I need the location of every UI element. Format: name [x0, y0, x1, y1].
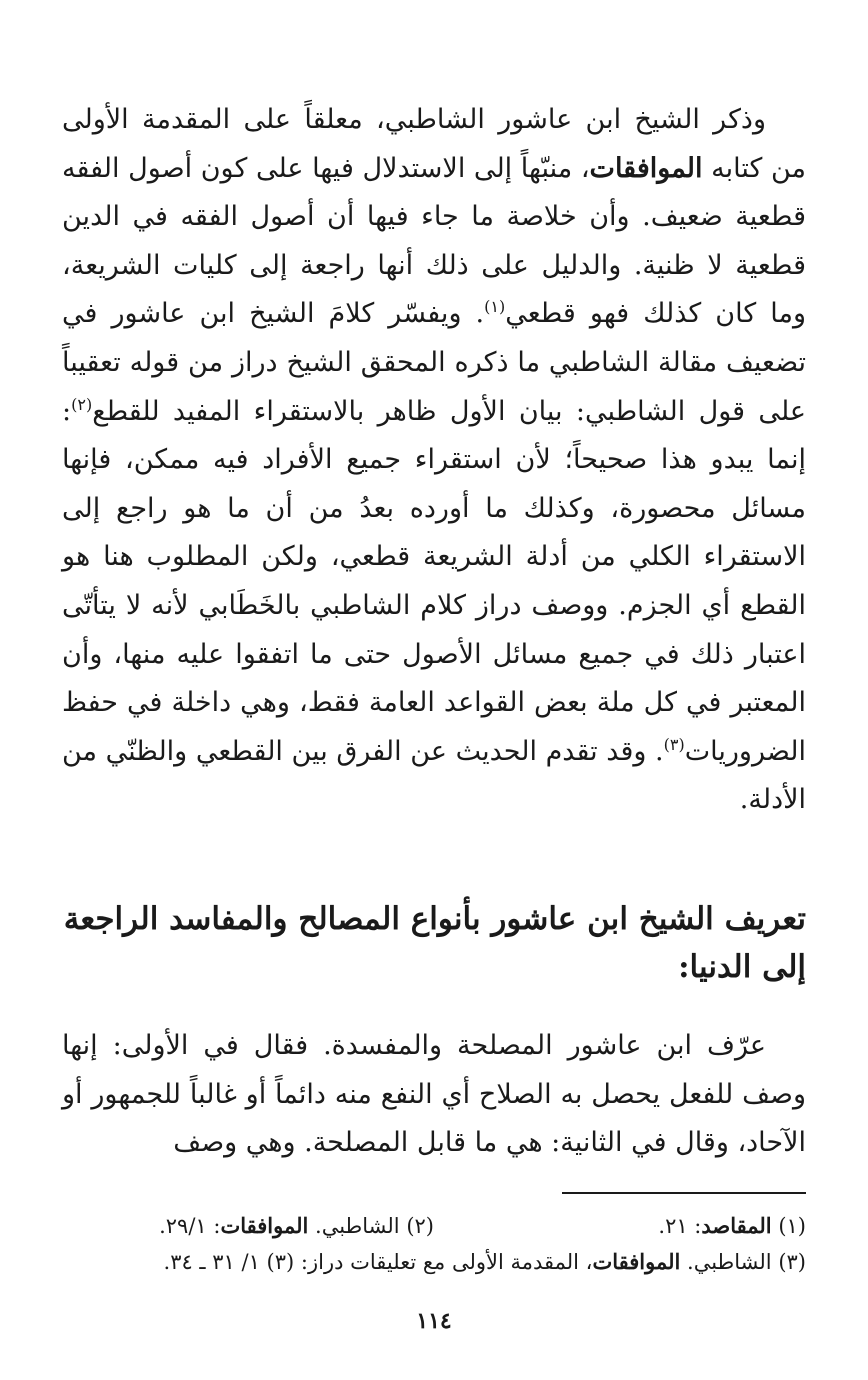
text-segment: ، منبّهاً إلى الاستدلال فيها على كون أصول الفقه قطعية ضعيف. وأن خلاصة ما جاء فيها أن أصول الفقه في الدين قطعية لا ظنية. والدليل على ذلك أنها راجعة إلى كليات الشريعة، وما كان كذلك فهو قطعي	[62, 152, 806, 330]
footnote-number: (١)	[771, 1214, 806, 1238]
footnote-2	[62, 1208, 434, 1244]
footnote-number: (٣)	[771, 1250, 806, 1274]
paragraph-1	[62, 96, 806, 825]
footnote-row	[62, 1208, 806, 1244]
footnote-title: الموافقات	[220, 1213, 309, 1238]
footnotes	[62, 1208, 806, 1280]
text-segment: : إنما يبدو هذا صحيحاً؛ لأن استقراء جميع الأفراد فيه ممكن، فإنها مسائل محصورة، وكذلك ما أورده بعدُ من أن ما هو راجع إلى الاستقراء الكلي من أدلة الشريعة قطعي، ولكن المطلوب هنا هو القطع أي الجزم. ووصف دراز كلام الشاطبي بالخَطَابي لأنه لا يتأتّى اعتبار ذلك في جميع مسائل الأصول حتى ما اتفقوا عليه منها، وأن المعتبر في كل ملة بعض القواعد العامة فقط، وهي داخلة في حفظ الضروريات	[62, 395, 806, 767]
footnote-ref-1[interactable]: (١)	[484, 297, 506, 317]
footnote-ref-2[interactable]: (٢)	[71, 394, 93, 414]
main-text-2	[62, 1022, 806, 1168]
footnote-3	[62, 1244, 806, 1280]
footnote-author: الشاطبي.	[680, 1250, 772, 1274]
section-heading: تعريف الشيخ ابن عاشور بأنواع المصالح والمفاسد الراجعة إلى الدنيا:	[63, 901, 806, 985]
paragraph-2: عرّف ابن عاشور المصلحة والمفسدة. فقال في الأولى: إنها وصف للفعل يحصل به الصلاح أي النفع منه دائماً أو غالباً للجمهور أو الآحاد، وقال في الثانية: هي ما قابل المصلحة. وهي وصف	[62, 1030, 806, 1159]
text-segment: وذكر الشيخ ابن عاشور الشاطبي، معلقاً على المقدمة الأولى من كتابه	[62, 104, 806, 184]
footnote-title: الموافقات	[592, 1249, 681, 1274]
book-title: الموافقات	[589, 152, 703, 184]
footnote-text: ، المقدمة الأولى مع تعليقات دراز: (٣) ١/ ٣١ ـ ٣٤.	[163, 1250, 593, 1274]
footnote-title: المقاصد	[701, 1213, 772, 1238]
footnote-text: : ٢٩/١.	[159, 1214, 221, 1238]
footnote-1	[434, 1208, 806, 1244]
footnote-author: الشاطبي.	[308, 1214, 400, 1238]
page-number: ١١٤	[416, 1308, 452, 1334]
footnote-ref-3[interactable]: (٣)	[663, 734, 685, 754]
footnote-text: : ٢١.	[658, 1214, 702, 1238]
footnote-separator	[562, 1192, 806, 1194]
text-segment: . وقد تقدم الحديث عن الفرق بين القطعي والظنّي من الأدلة.	[62, 735, 806, 816]
main-text	[62, 96, 806, 825]
footnote-number: (٢)	[399, 1214, 434, 1238]
text-segment: . ويفسّر كلامَ الشيخ ابن عاشور في تضعيف مقالة الشاطبي ما ذكره المحقق الشيخ دراز من قوله تعقيباً على قول الشاطبي: بيان الأول ظاهر بالاستقراء المفيد للقطع	[62, 298, 806, 427]
